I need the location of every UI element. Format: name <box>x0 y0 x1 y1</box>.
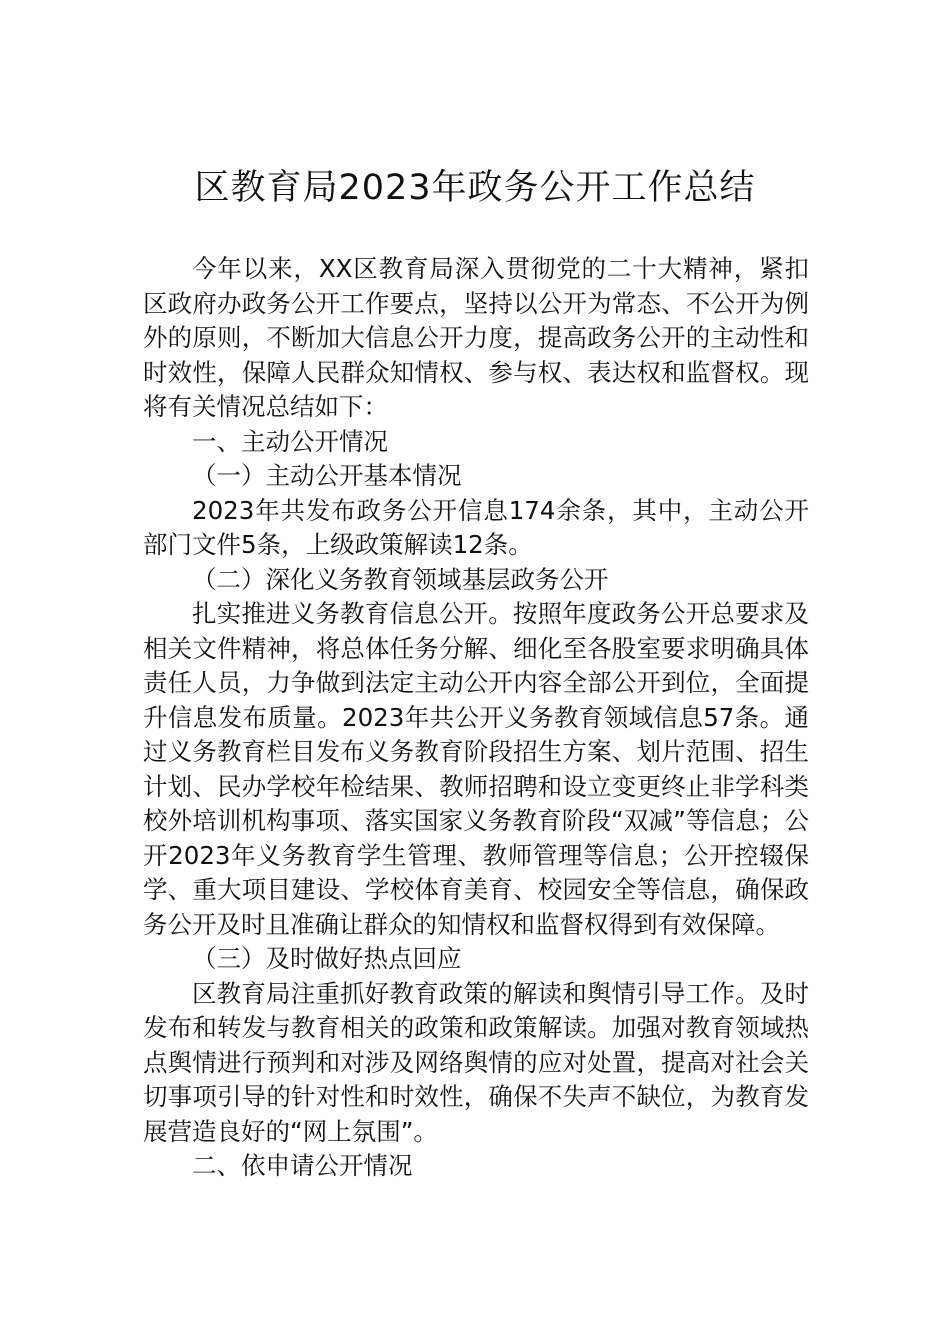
section-heading-2: 二、依申请公开情况 <box>192 1151 413 1180</box>
document-body <box>143 252 809 1184</box>
document-title: 区教育局2023年政务公开工作总结 <box>194 168 756 208</box>
intro-paragraph: 今年以来，XX区教育局深入贯彻党的二十大精神，紧扣区政府办政务公开工作要点，坚持以公开为常态、不公开为例外的原则，不断加大信息公开力度，提高政务公开的主动性和时效性，保障人民群众知情权、参与权、表达权和监督权。现将有关情况总结如下： <box>143 254 809 421</box>
paragraph-hotspot-response: 区教育局注重抓好教育政策的解读和舆情引导工作。及时发布和转发与教育相关的政策和政策解读。加强对教育领域热点舆情进行预判和对涉及网络舆情的应对处置，提高对社会关切事项引导的针对性和时效性，确保不失声不缺位，为教育发展营造良好的“网上氛围”。 <box>143 978 809 1146</box>
paragraph-compulsory-education: 扎实推进义务教育信息公开。按照年度政务公开总要求及相关文件精神，将总体任务分解、细化至各股室要求明确具体责任人员，力争做到法定主动公开内容全部公开到位，全面提升信息发布质量。2023年共公开义务教育领域信息57条。通过义务教育栏目发布义务教育阶段招生方案、划片范围、招生计划、民办学校年检结果、教师招聘和设立变更终止非学科类校外培训机构事项、落实国家义务教育阶段“双减”等信息；公开2023年义务教育学生管理、教师管理等信息；公开控辍保学、重大项目建设、学校体育美育、校园安全等信息，确保政务公开及时且准确让群众的知情权和监督权得到有效保障。 <box>143 599 809 939</box>
subsection-heading-3: （三）及时做好热点回应 <box>192 944 462 973</box>
subsection-heading-2: （二）深化义务教育领域基层政务公开 <box>192 564 609 594</box>
paragraph-basic-info: 2023年共发布政务公开信息174余条，其中，主动公开部门文件5条，上级政策解读12条。 <box>143 495 809 559</box>
section-heading-1: 一、主动公开情况 <box>192 426 388 456</box>
subsection-heading-1: （一）主动公开基本情况 <box>192 461 462 490</box>
